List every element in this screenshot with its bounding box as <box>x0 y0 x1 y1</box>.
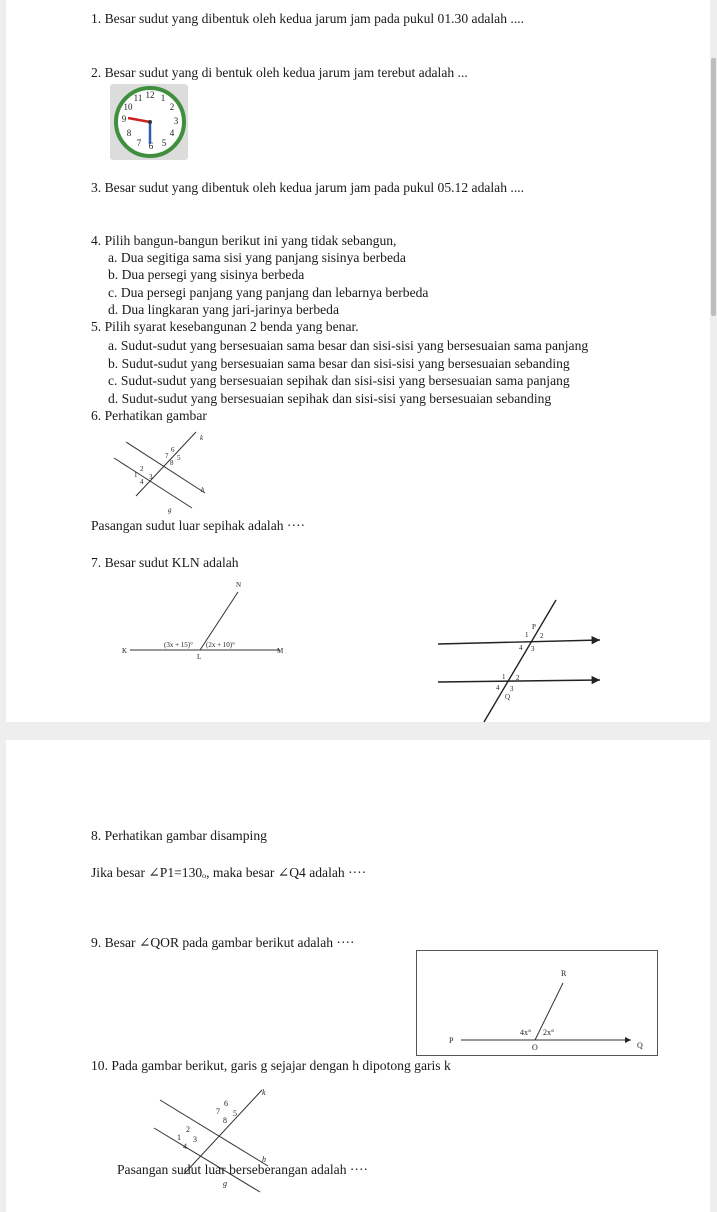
angle-label-2: 2 <box>140 465 144 473</box>
clock-number-11: 11 <box>133 93 143 103</box>
upper-angle-2: 2 <box>540 632 544 640</box>
line-label-h: h <box>262 1155 266 1164</box>
angle-label-6: 6 <box>224 1099 228 1108</box>
clock-number-3: 3 <box>173 116 179 126</box>
question-10-prompt: Pasangan sudut luar berseberangan adalah ···· <box>117 1162 368 1177</box>
question-9: 9. Besar ∠QOR pada gambar berikut adalah ···· <box>91 935 355 950</box>
lower-angle-4: 4 <box>496 684 500 692</box>
angle-label-6: 6 <box>171 446 175 454</box>
upper-angle-3: 3 <box>531 645 535 653</box>
lower-angle-2: 2 <box>516 674 520 682</box>
angle-expression-4x: 4x° <box>520 1028 532 1037</box>
question-8: 8. Perhatikan gambar disamping <box>91 828 267 843</box>
angle-label-8: 8 <box>170 459 174 467</box>
angle-expression-2x: 2x° <box>543 1028 555 1037</box>
point-label-l: L <box>197 653 202 661</box>
question-1: 1. Besar sudut yang dibentuk oleh kedua jarum jam pada pukul 01.30 adalah .... <box>91 11 525 26</box>
question-5-option-b: b. Sudut-sudut yang bersesuaian sama besar dan sisi-sisi yang bersesuaian sebanding <box>108 356 570 371</box>
point-label-n: N <box>236 581 242 589</box>
angle-label-1: 1 <box>134 471 138 479</box>
line-label-g: g <box>168 506 172 514</box>
angle-label-8: 8 <box>223 1116 227 1125</box>
transversal-figure-1 <box>110 422 220 514</box>
line-label-k: k <box>200 434 204 442</box>
clock-number-8: 8 <box>126 128 132 138</box>
angle-label-3: 3 <box>193 1135 197 1144</box>
clock-number-7: 7 <box>136 138 142 148</box>
angle-expression-left: (3x + 15)° <box>164 641 193 649</box>
clock-number-1: 1 <box>160 93 166 103</box>
scrollbar-thumb[interactable] <box>711 58 716 316</box>
question-5-option-a: a. Sudut-sudut yang bersesuaian sama besar dan sisi-sisi yang bersesuaian sama panjang <box>108 338 589 353</box>
question-6-prompt: Pasangan sudut luar sepihak adalah ···· <box>91 518 306 533</box>
clock-number-5: 5 <box>161 138 167 148</box>
point-label-q: Q <box>637 1041 643 1050</box>
point-label-r: R <box>561 969 567 978</box>
angle-label-7: 7 <box>165 452 169 460</box>
angle-label-4: 4 <box>140 478 144 486</box>
question-7: 7. Besar sudut KLN adalah <box>91 555 239 570</box>
clock-face <box>110 84 188 160</box>
clock-number-2: 2 <box>169 102 175 112</box>
angle-label-5: 5 <box>177 454 181 462</box>
angle-label-3: 3 <box>149 473 153 481</box>
question-5-option-d: d. Sudut-sudut yang bersesuaian sepihak dan sisi-sisi yang bersesuaian sebanding <box>108 391 552 406</box>
line-label-g: g <box>223 1179 227 1188</box>
clock-number-9: 9 <box>121 114 127 124</box>
question-4: 4. Pilih bangun-bangun berikut ini yang tidak sebangun, <box>91 233 397 248</box>
lower-angle-3: 3 <box>510 685 514 693</box>
point-label-m: M <box>277 647 284 655</box>
line-label-h: h <box>201 486 205 494</box>
question-5-option-c: c. Sudut-sudut yang bersesuaian sepihak dan sisi-sisi yang bersesuaian sama panjang <box>108 373 570 388</box>
angle-label-7: 7 <box>216 1107 220 1116</box>
angle-qor-figure <box>416 950 658 1056</box>
angle-klm-figure <box>118 576 298 666</box>
question-4-option-d: d. Dua lingkaran yang jari-jarinya berbeda <box>108 302 339 317</box>
question-8-prompt: Jika besar ∠P1=130ₒ, maka besar ∠Q4 adalah ···· <box>91 865 367 880</box>
question-10: 10. Pada gambar berikut, garis g sejajar dengan h dipotong garis k <box>91 1058 451 1073</box>
angle-label-2: 2 <box>186 1125 190 1134</box>
angle-label-5: 5 <box>233 1109 237 1118</box>
question-2: 2. Besar sudut yang di bentuk oleh kedua jarum jam terebut adalah ... <box>91 65 468 80</box>
clock-number-6: 6 <box>148 141 154 151</box>
point-label-p: P <box>532 623 536 631</box>
point-label-o: O <box>532 1043 538 1052</box>
question-5: 5. Pilih syarat kesebangunan 2 benda yang benar. <box>91 319 359 334</box>
clock-image <box>110 84 188 160</box>
angle-label-4: 4 <box>183 1142 187 1151</box>
question-4-option-a: a. Dua segitiga sama sisi yang panjang sisinya berbeda <box>108 250 406 265</box>
angle-label-1: 1 <box>177 1133 181 1142</box>
clock-number-12: 12 <box>145 90 155 100</box>
line-label-k: k <box>262 1088 266 1097</box>
question-3: 3. Besar sudut yang dibentuk oleh kedua jarum jam pada pukul 05.12 adalah .... <box>91 180 525 195</box>
question-4-option-c: c. Dua persegi panjang yang panjang dan lebarnya berbeda <box>108 285 429 300</box>
clock-number-10: 10 <box>123 102 133 112</box>
question-4-option-b: b. Dua persegi yang sisinya berbeda <box>108 267 305 282</box>
lower-angle-1: 1 <box>502 673 506 681</box>
parallel-lines-figure <box>436 596 606 726</box>
point-label-q: Q <box>505 693 511 701</box>
question-6: 6. Perhatikan gambar <box>91 408 207 423</box>
upper-angle-4: 4 <box>519 644 523 652</box>
point-label-p: P <box>449 1036 454 1045</box>
point-label-k: K <box>122 647 128 655</box>
angle-expression-right: (2x + 10)° <box>206 641 235 649</box>
clock-number-4: 4 <box>169 128 175 138</box>
upper-angle-1: 1 <box>525 631 529 639</box>
